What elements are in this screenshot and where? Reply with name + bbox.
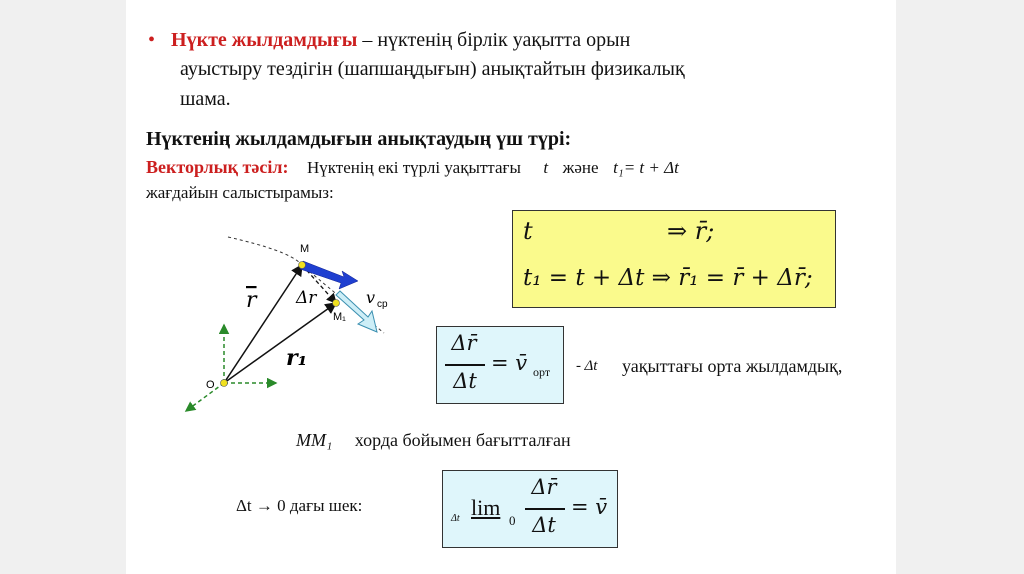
label-m1: M₁ — [333, 311, 346, 323]
label-v-sub: ср — [377, 299, 388, 310]
slide — [126, 0, 896, 574]
lim-word: lim — [471, 495, 501, 520]
label-o: O — [206, 379, 215, 391]
bullet: • — [148, 29, 156, 51]
avg-den: Δt — [453, 369, 477, 393]
vector-method-label: Векторлық тәсіл: — [146, 157, 289, 177]
formula-box-avg-velocity — [436, 326, 564, 404]
vector-method-text: Нүктенің екі түрлі уақыттағы — [306, 158, 521, 177]
lim-fraction-bar — [525, 508, 565, 510]
vector-method-line — [146, 157, 679, 178]
lim-rhs: = v̄ — [571, 495, 608, 519]
lim-sub-left: Δt — [451, 513, 460, 524]
point-m — [299, 262, 306, 269]
t1-expression: t₁= t + Δt — [613, 158, 679, 177]
formula1-t: t — [523, 217, 533, 245]
and-word: және — [562, 158, 599, 177]
point-o — [221, 380, 228, 387]
chord-text: хорда бойымен бағытталған — [354, 430, 571, 450]
point-m1 — [333, 300, 340, 307]
avg-label: уақыттағы орта жылдамдық, — [622, 356, 843, 376]
label-m: M — [300, 243, 310, 255]
definition-line1 — [148, 28, 630, 53]
limit-prefix: Δt → 0 дағы шек: — [236, 496, 363, 515]
avg-fraction-bar — [445, 364, 485, 366]
mm1-symbol: MM₁ — [296, 430, 333, 450]
definition-line3: шама. — [180, 88, 231, 110]
definition-line2: ауыстыру тездігін (шапшаңдығын) анықтайтын физикалық — [180, 58, 685, 80]
vector-diagram — [176, 225, 416, 425]
t-symbol: t — [543, 158, 549, 177]
avg-rhs: = v̄ — [491, 351, 528, 375]
label-r1: r₁ — [286, 345, 308, 371]
axis-x — [186, 383, 224, 411]
label-r: r — [246, 288, 257, 313]
lim-num: Δr̄ — [531, 475, 557, 499]
r1-vector — [224, 303, 336, 383]
vector-method-line2: жағдайын салыстырамыз: — [146, 183, 334, 202]
avg-prefix: - Δt — [576, 358, 598, 374]
chord-line — [296, 430, 571, 451]
label-v: v — [366, 288, 376, 307]
avg-num: Δr̄ — [451, 331, 477, 355]
definition-text-1: – нүктенің бірлік уақытта орын — [357, 29, 631, 51]
formula-box-positions — [512, 210, 836, 308]
lim-den: Δt — [532, 513, 556, 537]
avg-rhs-sub: орт — [533, 365, 551, 379]
label-dr: Δr — [296, 288, 317, 308]
formula-box-limit — [442, 470, 618, 548]
lim-sub-right: 0 — [509, 513, 516, 528]
section-heading: Нүктенің жылдамдығын анықтаудың үш түрі: — [146, 128, 572, 150]
formula1-r: ⇒ r̄; — [667, 217, 715, 245]
term: Нүкте жылдамдығы — [171, 29, 358, 51]
velocity-arrow — [300, 261, 358, 289]
formula1-r1: t₁ = t + Δt ⇒ r̄₁ = r̄ + Δr̄; — [523, 265, 813, 291]
